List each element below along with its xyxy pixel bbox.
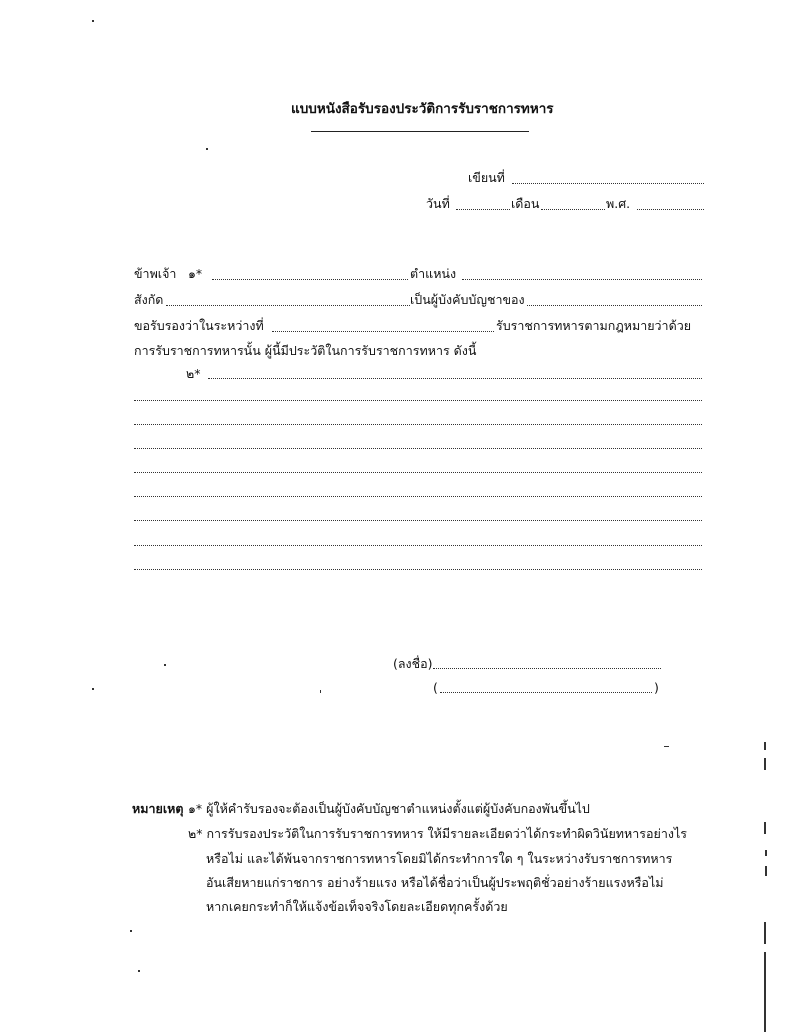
signature-printed-name-field[interactable] xyxy=(440,692,652,693)
scan-edge-mark xyxy=(765,866,767,876)
signature-field[interactable] xyxy=(433,668,661,669)
notes-label: หมายเหตุ xyxy=(132,801,184,816)
form-title: แบบหนังสือรับรองประวัติการรับราชการทหาร xyxy=(291,101,554,117)
note-2-line: หรือไม่ และได้พ้นจากราชการทหารโดยมิได้กระทำการใด ๆ ในระหว่างรับราชการทหาร xyxy=(206,851,673,866)
affiliation-field[interactable] xyxy=(166,305,410,306)
affiliation-label: สังกัด xyxy=(134,292,164,307)
i-label: ข้าพเจ้า xyxy=(134,266,177,281)
scan-edge-mark xyxy=(764,742,766,750)
note-2-line: หากเคยกระทำก็ให้แจ้งข้อเท็จจริงโดยละเอียดทุกครั้งด้วย xyxy=(206,899,508,914)
note-2-line: อันเสียหายแก่ราชการ อย่างร้ายแรง หรือได้ชื่อว่าเป็นผู้ประพฤติชั่วอย่างร้ายแรงหรือไม่ xyxy=(206,875,664,890)
scan-speck xyxy=(130,930,132,932)
signature-paren-close: ) xyxy=(654,680,659,695)
signature-paren-open: ( xyxy=(433,680,438,695)
note-mark-1: ๑* xyxy=(188,266,203,281)
scan-speck xyxy=(92,20,94,22)
title-underline xyxy=(311,131,529,132)
scan-edge-mark xyxy=(764,952,766,1032)
scan-speck xyxy=(164,664,166,666)
period-field[interactable] xyxy=(272,331,494,332)
subordinate-field[interactable] xyxy=(527,305,702,306)
service-label: รับราชการทหารตามกฎหมายว่าด้วย xyxy=(496,318,692,333)
signature-label: (ลงชื่อ) xyxy=(393,656,433,671)
date-label: วันที่ xyxy=(426,196,450,211)
certify-label: ขอรับรองว่าในระหว่างที่ xyxy=(134,318,264,333)
written-at-field[interactable] xyxy=(512,183,704,184)
note-1: ๑* ผู้ให้คำรับรองจะต้องเป็นผู้บังคับบัญชาตำแหน่งตั้งแต่ผู้บังคับกองพันขึ้นไป xyxy=(188,801,590,816)
date-field[interactable] xyxy=(456,209,510,210)
detail-line[interactable] xyxy=(134,569,702,570)
detail-line[interactable] xyxy=(134,472,702,473)
detail-line[interactable] xyxy=(134,545,702,546)
note-2-line: ๒* การรับรองประวัติในการรับราชการทหาร ให้มีรายละเอียดว่าได้กระทำผิดวินัยทหารอย่างไร xyxy=(188,826,687,841)
detail-line[interactable] xyxy=(134,448,702,449)
scan-edge-mark xyxy=(764,922,766,944)
note-mark-2: ๒* xyxy=(186,366,201,381)
name-field[interactable] xyxy=(212,279,408,280)
scan-edge-mark xyxy=(764,822,766,834)
position-label: ตำแหน่ง xyxy=(410,266,457,281)
scan-speck xyxy=(664,746,669,747)
scan-speck xyxy=(320,690,321,693)
month-label: เดือน xyxy=(511,196,540,211)
detail-line[interactable] xyxy=(134,400,702,401)
detail-line[interactable] xyxy=(134,520,702,521)
scan-edge-mark xyxy=(764,758,766,770)
history-intro: การรับราชการทหารนั้น ผู้นี้มีประวัติในการรับราชการทหาร ดังนี้ xyxy=(134,343,477,358)
detail-line[interactable] xyxy=(208,378,702,379)
detail-line[interactable] xyxy=(134,424,702,425)
written-at-label: เขียนที่ xyxy=(468,170,505,185)
month-field[interactable] xyxy=(541,209,605,210)
scan-speck xyxy=(92,688,94,690)
scan-edge-mark xyxy=(765,850,767,856)
commander-label: เป็นผู้บังคับบัญชาของ xyxy=(410,292,525,307)
scan-speck xyxy=(206,148,208,150)
scan-speck xyxy=(138,970,140,972)
year-field[interactable] xyxy=(637,209,704,210)
detail-line[interactable] xyxy=(134,496,702,497)
position-field[interactable] xyxy=(462,279,702,280)
year-label: พ.ศ. xyxy=(606,196,631,211)
